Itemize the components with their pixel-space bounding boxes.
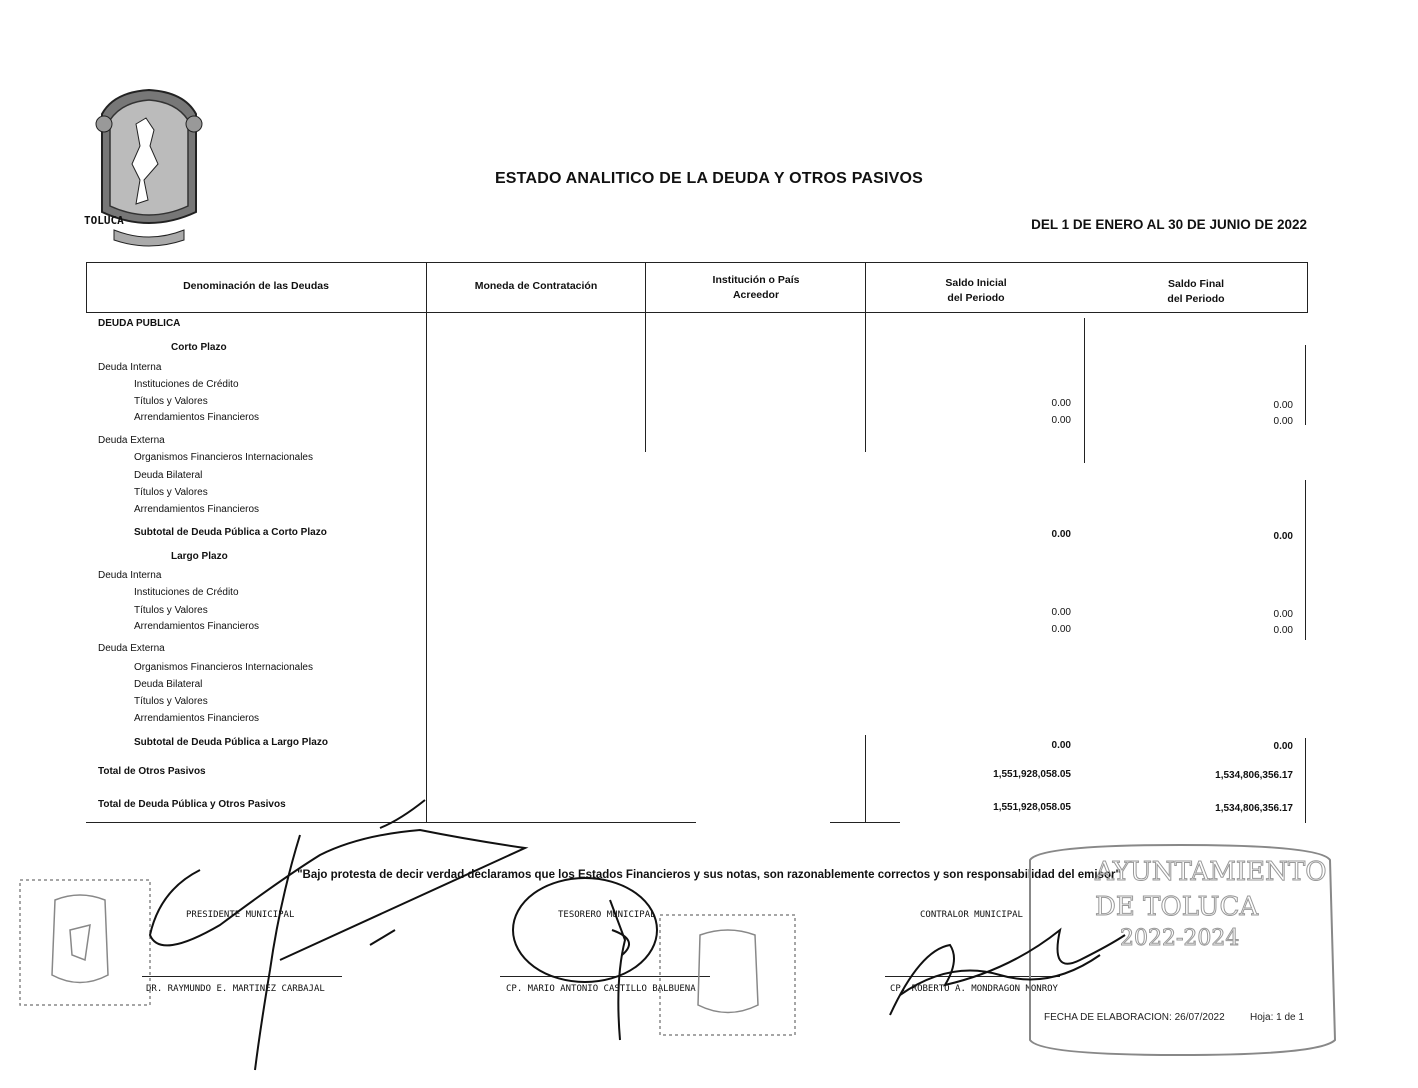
row-lp-ext-bilateral: Deuda Bilateral	[134, 679, 203, 690]
sig3-title: CONTRALOR MUNICIPAL	[920, 910, 1023, 920]
col-header-moneda: Moneda de Contratación	[474, 280, 598, 292]
row-otros-pasivos: Total de Otros Pasivos	[98, 766, 206, 777]
row-lp-int-inst-credito: Instituciones de Crédito	[134, 587, 239, 598]
row-corto-plazo: Corto Plazo	[171, 342, 227, 353]
col-divider-3b	[865, 735, 866, 823]
table-right-border	[1307, 262, 1308, 313]
lp-int-arrend-saldo-final: 0.00	[1273, 625, 1293, 636]
col-header-saldo-inicial-line2: del Periodo	[947, 292, 1005, 304]
row-lp-ext-organismos: Organismos Financieros Internacionales	[134, 662, 313, 673]
left-stamp	[20, 880, 150, 1005]
row-cp-int-titulos: Títulos y Valores	[134, 396, 208, 407]
subtotal-cp-saldo-final: 0.00	[1273, 531, 1293, 542]
sig1-line	[142, 976, 342, 977]
col-header-saldo-final-line2: del Periodo	[1167, 293, 1225, 305]
table-bottom-left	[86, 822, 696, 823]
sig2-line	[500, 976, 710, 977]
row-lp-int-arrend: Arrendamientos Financieros	[134, 621, 260, 632]
row-subtotal-lp: Subtotal de Deuda Pública a Largo Plazo	[134, 737, 328, 748]
col-header-saldo-inicial-line1: Saldo Inicial	[945, 277, 1007, 289]
report-period: DEL 1 DE ENERO AL 30 DE JUNIO DE 2022	[1031, 217, 1307, 232]
sig3-name: CP. ROBERTO A. MONDRAGON MONROY	[890, 984, 1058, 994]
row-lp-deuda-externa: Deuda Externa	[98, 643, 165, 654]
col-header-saldo-inicial	[866, 276, 1086, 306]
col-header-saldo-final	[1086, 277, 1306, 307]
row-cp-ext-organismos: Organismos Financieros Internacionales	[134, 452, 313, 463]
cp-int-titulos-saldo-final: 0.00	[1273, 400, 1293, 411]
table-bottom-mid	[830, 822, 900, 823]
total-saldo-final: 1,534,806,356.17	[1215, 803, 1293, 814]
lp-int-titulos-saldo-inicial: 0.00	[1051, 607, 1071, 618]
right-border-seg3	[1305, 738, 1306, 823]
col-header-institucion	[646, 273, 866, 303]
cp-int-arrend-saldo-final: 0.00	[1273, 416, 1293, 427]
row-cp-ext-titulos: Títulos y Valores	[134, 487, 208, 498]
row-cp-int-arrend: Arrendamientos Financieros	[134, 412, 260, 423]
row-cp-ext-bilateral: Deuda Bilateral	[134, 470, 203, 481]
row-deuda-publica: DEUDA PUBLICA	[98, 318, 181, 329]
sig1-title: PRESIDENTE MUNICIPAL	[186, 910, 295, 920]
header-bottom-border	[86, 312, 1308, 313]
total-saldo-inicial: 1,551,928,058.05	[993, 802, 1071, 813]
col-header-institucion-line1: Institución o País	[712, 274, 800, 286]
table-top-border	[86, 262, 1308, 263]
stamp-text-2: DE TOLUCA	[1095, 892, 1259, 922]
lp-int-titulos-saldo-final: 0.00	[1273, 609, 1293, 620]
row-largo-plazo: Largo Plazo	[171, 551, 228, 562]
subtotal-lp-saldo-final: 0.00	[1273, 741, 1293, 752]
row-lp-ext-arrend: Arrendamientos Financieros	[134, 713, 260, 724]
declaration-text: "Bajo protesta de decir verdad declaramos que los Estados Financieros y sus notas, son razonablemente correctos y son responsabilidad del emisor"	[297, 869, 1121, 881]
col-divider-4	[1084, 318, 1085, 463]
subtotal-lp-saldo-inicial: 0.00	[1051, 740, 1071, 751]
right-border-seg2	[1305, 480, 1306, 640]
row-total: Total de Deuda Pública y Otros Pasivos	[98, 799, 286, 810]
page-title: ESTADO ANALITICO DE LA DEUDA Y OTROS PASIVOS	[494, 170, 924, 187]
cp-int-titulos-saldo-inicial: 0.00	[1051, 398, 1071, 409]
row-cp-deuda-externa: Deuda Externa	[98, 435, 165, 446]
middle-stamp	[660, 915, 795, 1035]
signature-2	[513, 878, 657, 1040]
lp-int-arrend-saldo-inicial: 0.00	[1051, 624, 1071, 635]
signature-1	[150, 800, 525, 1070]
col-divider-1	[426, 262, 427, 822]
otros-pasivos-saldo-final: 1,534,806,356.17	[1215, 770, 1293, 781]
logo-text: TOLUCA	[84, 214, 124, 227]
stamp-text-3: 2022-2024	[1120, 926, 1240, 951]
fecha-elaboracion: FECHA DE ELABORACION: 26/07/2022	[1044, 1012, 1225, 1023]
col-header-denominacion: Denominación de las Deudas	[183, 280, 329, 292]
row-lp-ext-titulos: Títulos y Valores	[134, 696, 208, 707]
signature-3	[890, 930, 1125, 1015]
subtotal-cp-saldo-inicial: 0.00	[1051, 529, 1071, 540]
row-cp-int-inst-credito: Instituciones de Crédito	[134, 379, 239, 390]
otros-pasivos-saldo-inicial: 1,551,928,058.05	[993, 769, 1071, 780]
municipal-logo	[84, 84, 214, 254]
right-border-seg1	[1305, 345, 1306, 425]
col-header-saldo-final-line1: Saldo Final	[1167, 278, 1224, 290]
sig2-name: CP. MARIO ANTONIO CASTILLO BALBUENA	[506, 984, 696, 994]
row-lp-int-titulos: Títulos y Valores	[134, 605, 208, 616]
row-cp-deuda-interna: Deuda Interna	[98, 362, 162, 373]
sig1-name: DR. RAYMUNDO E. MARTINEZ CARBAJAL	[146, 984, 325, 994]
row-subtotal-cp: Subtotal de Deuda Pública a Corto Plazo	[134, 527, 327, 538]
row-lp-deuda-interna: Deuda Interna	[98, 570, 162, 581]
page-number: Hoja: 1 de 1	[1250, 1012, 1304, 1023]
cp-int-arrend-saldo-inicial: 0.00	[1051, 415, 1071, 426]
stamp-text-1: AYUNTAMIENTO	[1095, 857, 1327, 887]
sig2-title: TESORERO MUNICIPAL	[558, 910, 656, 920]
row-cp-ext-arrend: Arrendamientos Financieros	[134, 504, 260, 515]
sig3-line	[885, 976, 1060, 977]
col-header-institucion-line2: Acreedor	[732, 289, 780, 301]
